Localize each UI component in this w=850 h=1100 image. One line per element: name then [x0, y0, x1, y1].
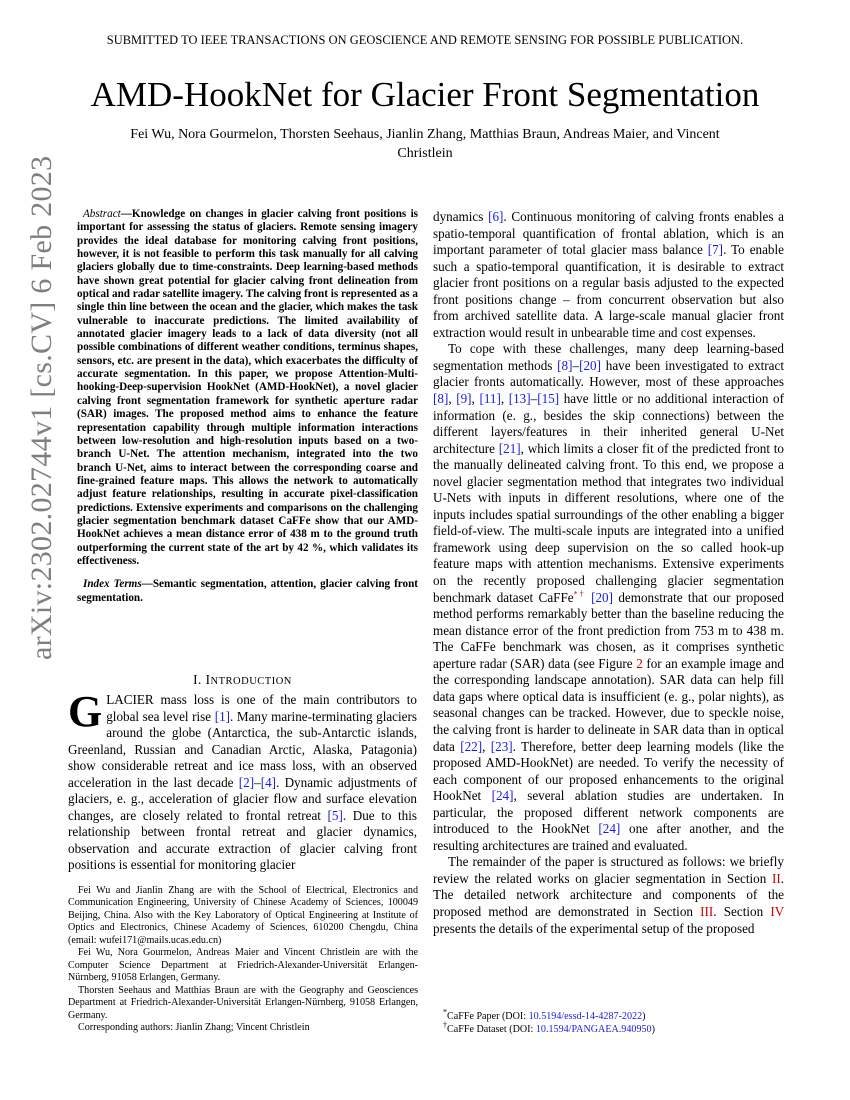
text: – — [254, 774, 261, 790]
citation-22[interactable]: [22] — [460, 738, 483, 754]
footnote-corresponding: Corresponding authors: Jianlin Zhang; Vincent Christlein — [78, 1021, 310, 1033]
abstract-text: —Knowledge on changes in glacier calving front positions is important for assessing the status of glaciers. Remote sensing imagery provides the ideal database for monitoring calving front positions, however, it is not feasible to perform this task manually for all calving glaciers globally due to time-constraints. Deep learning-based methods have shown great potential for glacier calving front delineation from optical and radar satellite imagery. The calving front is represented as a single thin line between the ocean and the glacier, which makes the task vulnerable to inaccurate predictions. The limited availability of annotated glacier imagery leads to a lack of data diversity (not all possible combinations of different weather conditions, terminus shapes, sensors, etc. are present in the data), which exacerbates the difficulty of accurate segmentation. In this paper, we propose Attention-Multi-hooking-Deep-supervision HookNet (AMD-HookNet), a novel glacier calving front segmentation framework for synthetic aperture radar (SAR) images. The proposed method aims to enhance the feature representation capability through multiple information interactions between low-resolution and high-resolution inputs based on a two-branch U-Net. The attention mechanism, integrated into the two branch U-Net, aims to interact between the corresponding coarse and fine-grained feature maps. This allows the network to automatically adjust feature relationships, resulting in accurate pixel-classification predictions. Extensive experiments and comparisons on the challenging glacier segmentation benchmark dataset CaFFe show that our AMD-HookNet achieves a mean distance error of 438 m to the ground truth outperforming the current state of the art by 42 %, which validates its effectiveness. — [77, 208, 418, 567]
citation-4[interactable]: [4] — [260, 774, 277, 790]
citation-7[interactable]: [7] — [707, 242, 724, 258]
text: have been investigated to extract glacier fronts automatically. However, most of these approaches — [433, 357, 784, 390]
right-paragraph-1 — [433, 209, 784, 341]
index-terms-text: —Semantic segmentation, attention, glacier calving front segmentation. — [77, 578, 418, 604]
text: – — [572, 357, 580, 373]
abstract-label: Abstract — [83, 208, 121, 220]
text: To cope with these challenges, many deep learning-based segmentation methods — [433, 341, 784, 373]
section-title-rest: NTRODUCTION — [210, 676, 292, 687]
footnote-caffe-dataset — [443, 1020, 655, 1037]
footnote-affiliation-3: Thorsten Seehaus and Matthias Braun are with the Geography and Geosciences Department at Friedrich-Alexander-Universität Erlangen-Nürnberg, 91058 Erlangen, Germany. — [68, 984, 418, 1021]
text: . The detailed network architecture and components of the proposed method are demonstrated in Section — [433, 870, 784, 919]
right-paragraph-2 — [433, 341, 784, 854]
text: LACIER mass loss is one of the main contributors to global sea level rise — [106, 692, 417, 724]
citation-11[interactable]: [11] — [479, 391, 501, 407]
text: . Section — [713, 903, 771, 919]
footnote-affiliation-1: Fei Wu and Jianlin Zhang are with the School of Electrical, Electronics and Communication Engineering, University of Chinese Academy of Sciences, 100049 Beijing, China. Also with the Key Laboratory of Optical Engineering at Institute of Optics and Electronics, Chinese Academy of Sciences, 610200 Chengdu, China (email: wufei171@mails.ucas.edu.cn) — [68, 885, 418, 946]
dataset-footnotes — [443, 1007, 655, 1036]
text: . Due to this relationship between frontal retreat and glacier dynamics, observation and accurate extraction of glacier calving front positions is essential for monitoring glacier — [68, 807, 417, 873]
footnote-marks[interactable]: *† — [573, 589, 586, 599]
citation-20[interactable]: [20] — [579, 357, 601, 373]
right-paragraph-3 — [433, 854, 784, 937]
citation-23[interactable]: [23] — [490, 738, 513, 754]
drop-cap: G — [68, 687, 103, 736]
text: . Continuous monitoring of calving fronts enables a spatio-temporal quantification of frontal ablation, which is an important parameter of total glacier mass balance — [433, 209, 784, 258]
citation-21[interactable]: [21] — [498, 440, 521, 456]
figure-2-link[interactable]: 2 — [636, 655, 643, 671]
text: ) — [651, 1023, 655, 1035]
text: presents the details of the experimental setup of the proposed — [433, 920, 755, 936]
citation-8[interactable]: [8] — [433, 391, 449, 407]
citation-6[interactable]: [6] — [488, 209, 504, 224]
right-column — [433, 209, 784, 937]
footnote-affiliation-2: Fei Wu, Nora Gourmelon, Andreas Maier and Vincent Christlein are with the Computer Science Department at Friedrich-Alexander-Universität Erlangen-Nürnberg, 91058 Erlangen, Germany. — [68, 947, 418, 984]
text: demonstrate that our proposed method performs remarkably better than the baseline reducing the mean distance error of the front prediction from 753 m to 438 m. The CaFFe benchmark was chosen, as it comprises synthetic aperture radar (SAR) data (see Figure — [433, 589, 784, 671]
text: for an example image and the corresponding landscape annotation). SAR data can help fill data gaps where optical data is insufficient (e. g., polar nights), as seasonal changes can be tracked. However, due to speckle noise, the calving front is harder to delineate in SAR data than in optical data — [433, 655, 784, 754]
index-terms — [77, 578, 418, 605]
citation-8[interactable]: [8] — [557, 357, 573, 373]
section-number: I. — [193, 672, 202, 687]
footnote-mark: * — [443, 1007, 447, 1017]
text: CaFFe Paper (DOI: — [447, 1011, 529, 1022]
introduction-section — [68, 672, 417, 874]
index-terms-label: Index Terms — [83, 578, 142, 591]
text: ) — [642, 1011, 646, 1022]
text: dynamics — [433, 209, 489, 224]
citation-20[interactable]: [20] — [591, 589, 613, 605]
section-title-initial: I — [205, 672, 211, 687]
text: – — [530, 391, 538, 407]
text: The remainder of the paper is structured as follows: we briefly review the related works on glacier segmentation in Section — [433, 854, 784, 886]
text: have little or no additional interaction of information (e. g., besides the skip connections) between the different layers/features in their inherited general U-Net architecture — [433, 391, 784, 456]
doi-link-caffe-dataset[interactable]: 10.1594/PANGAEA.940950 — [535, 1023, 652, 1035]
citation-9[interactable]: [9] — [456, 391, 472, 407]
text: , — [500, 391, 509, 407]
citation-2[interactable]: [2] — [238, 774, 255, 790]
text: , — [471, 391, 480, 407]
text: . Many marine-terminating glaciers around the globe (Antarctica, the sub-Antarctic islands, Greenland, Russian and Canadian Arctic, Alaska, Patagonia) show considerable retreat and ice mass loss, with an observed acceleration in the last decade — [68, 708, 417, 790]
text: . Dynamic adjustments of glaciers, e. g., acceleration of glacier flow and surface elevation changes, are closely related to frontal retreat — [68, 774, 417, 823]
citation-5[interactable]: [5] — [327, 807, 343, 823]
section-3-link[interactable]: III — [700, 903, 714, 919]
text: . Therefore, better deep learning models (like the proposed AMD-HookNet) are needed. To verify the necessity of each component of our proposed enhancements to the original HookNet — [433, 738, 784, 804]
section-heading-introduction — [68, 672, 417, 688]
text: . To enable such a spatio-temporal quantification, it is desirable to extract glacier front positions on a regular basis adjusted to the expected front positions change – from concurrent observation but also from archived satellite data. A large-scale manual glacier front extraction would result in unbearable time and cost expenses. — [433, 242, 784, 340]
abstract — [77, 208, 418, 568]
doi-link-caffe-paper[interactable]: 10.5194/essd-14-4287-2022 — [528, 1011, 643, 1022]
section-2-link[interactable]: II — [771, 870, 781, 886]
citation-15[interactable]: [15] — [537, 391, 560, 407]
section-4-link[interactable]: IV — [770, 903, 784, 919]
citation-24[interactable]: [24] — [598, 821, 621, 837]
authors-line-2: Christlein — [397, 146, 453, 161]
running-header: SUBMITTED TO IEEE TRANSACTIONS ON GEOSCIENCE AND REMOTE SENSING FOR POSSIBLE PUBLICATION. — [106, 33, 744, 47]
text: , — [482, 738, 491, 754]
text: CaFFe Dataset (DOI: — [447, 1023, 536, 1035]
text: one after another, and the resulting architectures are trained and evaluated. — [433, 821, 784, 853]
author-list — [80, 125, 770, 163]
left-column — [77, 208, 418, 605]
footnote-mark: † — [443, 1020, 447, 1030]
text: , several ablation studies are undertaken. In particular, the proposed different network components are introduced to the HookNet — [433, 788, 784, 837]
text: , which limits a closer fit of the predicted front to the manually delineated calving front. To this end, we propose a novel glacier segmentation method that integrates two individual U-Nets with inputs in different resolutions, where one of the inputs includes spatial surroundings of the other enabling a bigger field-of-view. The multi-scale inputs are integrated into a unified framework using deep supervision on the so called hook-up feature maps with attention mechanisms. Extensive experiments on the recently proposed challenging glacier segmentation benchmark dataset CaFFe — [433, 440, 784, 605]
affiliation-footnotes — [68, 885, 418, 1034]
text: , — [448, 391, 457, 407]
citation-1[interactable]: [1] — [214, 708, 231, 724]
arxiv-stamp-text: arXiv:2302.02744v1 [cs.CV] 6 Feb 2023 — [25, 155, 58, 660]
arxiv-stamp — [18, 155, 66, 660]
authors-line-1: Fei Wu, Nora Gourmelon, Thorsten Seehaus, Jianlin Zhang, Matthias Braun, Andreas Maier, and Vincent — [130, 127, 720, 142]
paper-title: AMD-HookNet for Glacier Front Segmentation — [90, 75, 760, 114]
footnote-caffe-paper — [443, 1007, 655, 1024]
citation-13[interactable]: [13] — [508, 391, 531, 407]
intro-paragraph-1 — [68, 687, 417, 874]
citation-24[interactable]: [24] — [491, 788, 514, 804]
